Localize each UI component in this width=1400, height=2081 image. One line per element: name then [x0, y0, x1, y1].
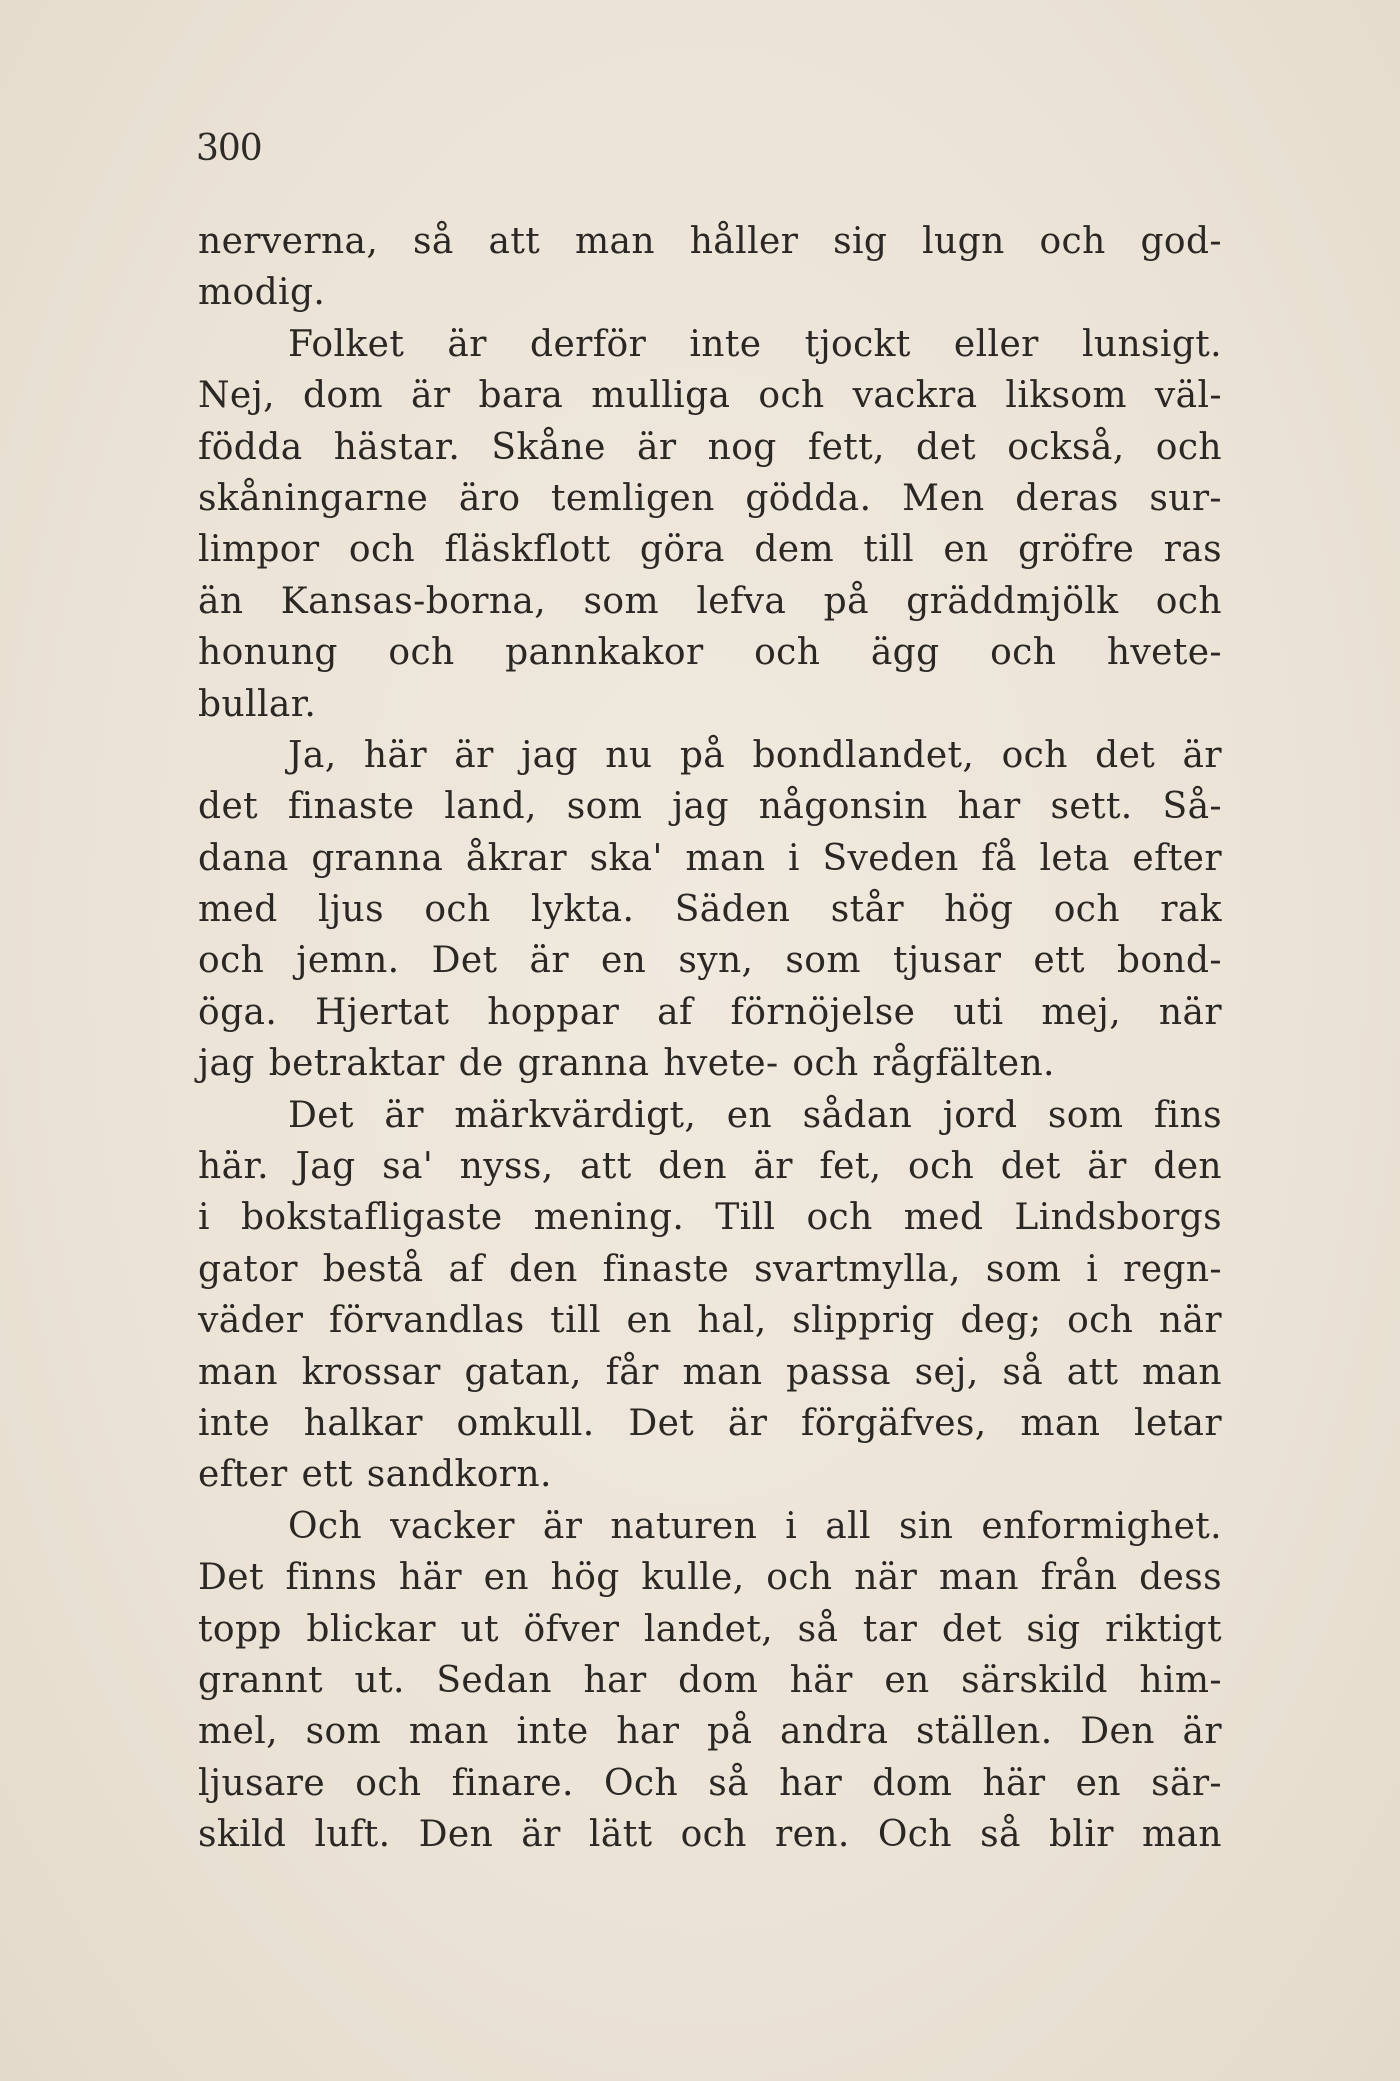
text-line: man krossar gatan, får man passa sej, så att man: [198, 1351, 1222, 1393]
text-line: limpor och fläskflott göra dem till en gröfre ras: [198, 529, 1222, 571]
text-line: skild luft. Den är lätt och ren. Och så blir man: [198, 1814, 1222, 1856]
text-line: med ljus och lykta. Säden står hög och rak: [198, 889, 1222, 931]
text-line: Folket är derför inte tjockt eller lunsigt.: [288, 323, 1222, 365]
text-line: jag betraktar de granna hvete- och rågfälten.: [198, 1043, 1055, 1085]
text-line: gator bestå af den finaste svartmylla, som i regn-: [198, 1248, 1222, 1290]
text-line: ljusare och finare. Och så har dom här en sär-: [198, 1762, 1222, 1804]
text-line: mel, som man inte har på andra ställen. Den är: [198, 1711, 1222, 1753]
text-line: Nej, dom är bara mulliga och vackra liksom väl-: [198, 375, 1222, 417]
page-number: 300: [196, 128, 262, 169]
text-line: det finaste land, som jag någonsin har sett. Så-: [198, 786, 1222, 828]
text-line: Det är märkvärdigt, en sådan jord som fins: [288, 1094, 1222, 1136]
text-line: Det finns här en hög kulle, och när man från dess: [198, 1557, 1222, 1599]
text-line: skåningarne äro temligen gödda. Men deras sur-: [198, 477, 1222, 519]
text-line: dana granna åkrar ska' man i Sveden få leta efter: [198, 837, 1222, 879]
text-line: nerverna, så att man håller sig lugn och god-: [198, 221, 1222, 262]
text-line: topp blickar ut öfver landet, så tar det sig riktigt: [198, 1608, 1222, 1650]
text-line: väder förvandlas till en hal, slipprig deg; och när: [198, 1300, 1222, 1342]
text-line: öga. Hjertat hoppar af förnöjelse uti mej, när: [198, 991, 1222, 1033]
text-line: grannt ut. Sedan har dom här en särskild him-: [198, 1659, 1222, 1701]
text-line: inte halkar omkull. Det är förgäfves, man letar: [198, 1402, 1222, 1444]
text-line: här. Jag sa' nyss, att den är fet, och det är den: [198, 1146, 1222, 1188]
text-line: födda hästar. Skåne är nog fett, det också, och: [198, 426, 1222, 468]
text-line: efter ett sandkorn.: [198, 1454, 552, 1496]
text-line: bullar.: [198, 683, 317, 725]
text-line: i bokstafligaste mening. Till och med Lindsborgs: [198, 1197, 1222, 1239]
text-line: Ja, här är jag nu på bondlandet, och det är: [288, 734, 1222, 776]
body-text: [198, 216, 1222, 1861]
text-line: modig.: [198, 272, 326, 314]
text-line: honung och pannkakor och ägg och hvete-: [198, 632, 1222, 674]
text-line: än Kansas-borna, som lefva på gräddmjölk och: [198, 580, 1222, 622]
text-line: och jemn. Det är en syn, som tjusar ett bond-: [198, 940, 1222, 982]
text-line: Och vacker är naturen i all sin enformighet.: [288, 1505, 1222, 1547]
